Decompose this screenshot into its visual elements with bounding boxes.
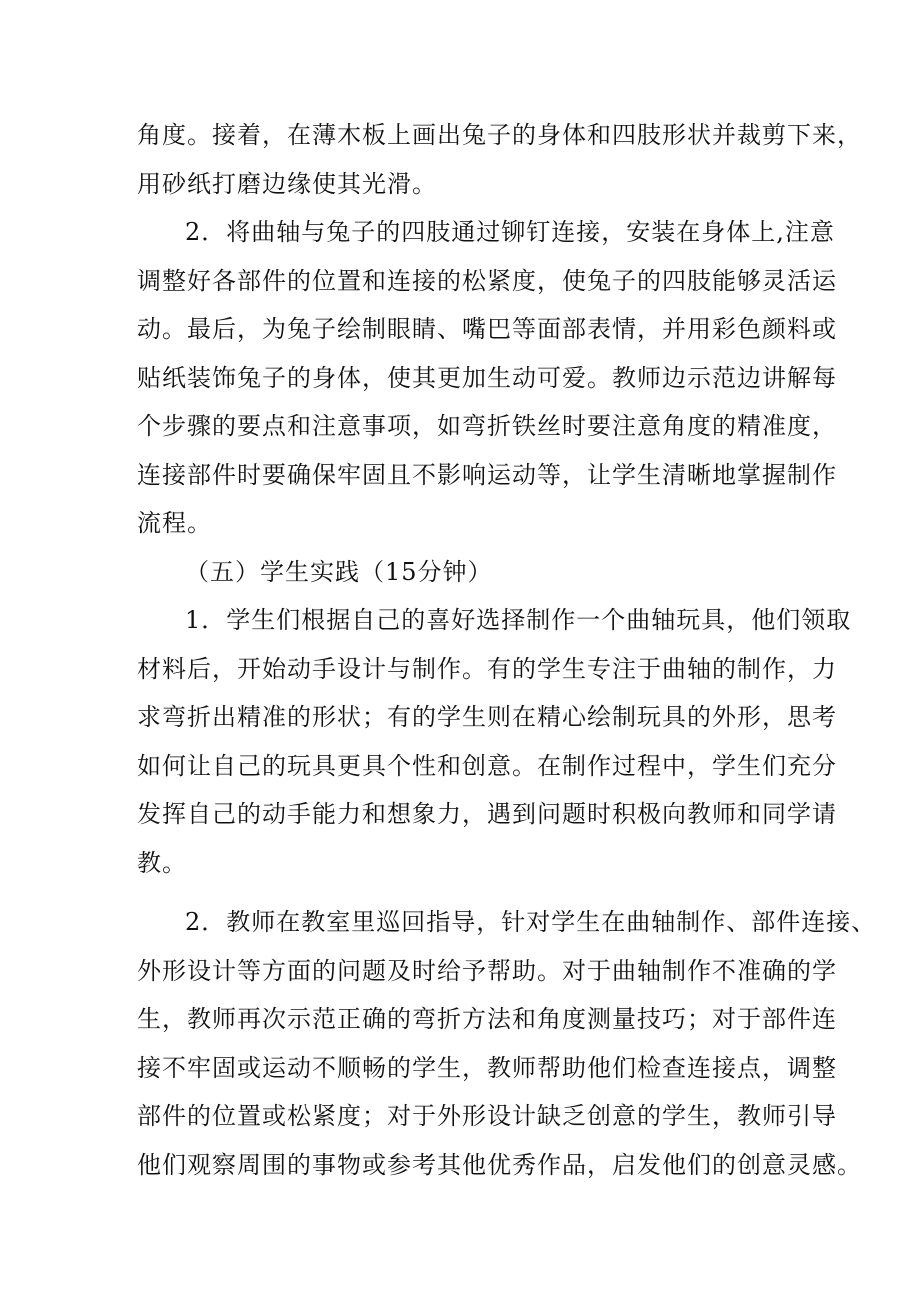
p4-line-4: 接不牢固或运动不顺畅的学生，教师帮助他们检查连接点，调整: [137, 1054, 837, 1082]
p1-line-2: 用砂纸打磨边缘使其光滑。: [137, 170, 437, 198]
p4-line-2: 外形设计等方面的问题及时给予帮助。对于曲轴制作不准确的学: [137, 957, 837, 985]
p3-line-1: 1．学生们根据自己的喜好选择制作一个曲轴玩具，他们领取: [185, 606, 852, 634]
p3-line-5: 发挥自己的动手能力和想象力，遇到问题时积极向教师和同学请: [137, 800, 837, 828]
section-heading: （五）学生实践（15分钟）: [185, 558, 493, 586]
p4-line-3: 生，教师再次示范正确的弯折方法和角度测量技巧；对于部件连: [137, 1005, 837, 1033]
p4-line-5: 部件的位置或松紧度；对于外形设计缺乏创意的学生，教师引导: [137, 1102, 837, 1130]
p3-line-3: 求弯折出精准的形状；有的学生则在精心绘制玩具的外形，思考: [137, 703, 837, 731]
p3-line-2: 材料后，开始动手设计与制作。有的学生专注于曲轴的制作，力: [137, 655, 837, 683]
p3-line-6: 教。: [137, 849, 187, 877]
p2-line-2: 调整好各部件的位置和连接的松紧度，使兔子的四肢能够灵活运: [137, 267, 837, 295]
p2-line-3: 动。最后，为兔子绘制眼睛、嘴巴等面部表情，并用彩色颜料或: [137, 315, 837, 343]
p2-line-5: 个步骤的要点和注意事项，如弯折铁丝时要注意角度的精准度，: [137, 412, 837, 440]
p2-line-6: 连接部件时要确保牢固且不影响运动等，让学生清晰地掌握制作: [137, 461, 837, 489]
p2-line-4: 贴纸装饰兔子的身体，使其更加生动可爱。教师边示范边讲解每: [137, 364, 837, 392]
p2-line-7: 流程。: [137, 509, 212, 537]
p1-line-1: 角度。接着，在薄木板上画出兔子的身体和四肢形状并裁剪下来，: [137, 121, 862, 149]
p4-line-6: 他们观察周围的事物或参考其他优秀作品，启发他们的创意灵感。: [137, 1151, 862, 1179]
p3-line-4: 如何让自己的玩具更具个性和创意。在制作过程中，学生们充分: [137, 752, 837, 780]
p2-line-1: 2．将曲轴与兔子的四肢通过铆钉连接，安装在身体上,注意: [185, 218, 835, 246]
p4-line-1: 2．教师在教室里巡回指导，针对学生在曲轴制作、部件连接、: [185, 908, 877, 936]
